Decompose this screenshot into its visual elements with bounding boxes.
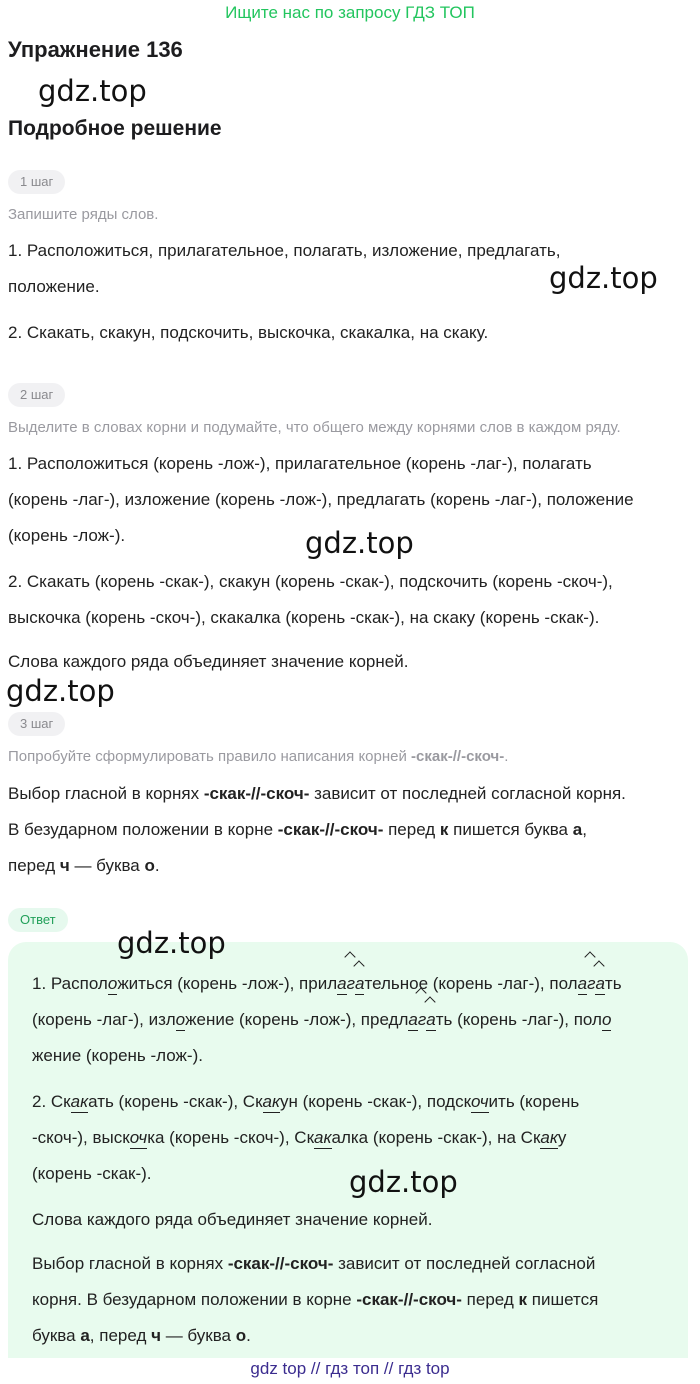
answer-badge: Ответ bbox=[8, 908, 68, 932]
section-title: Подробное решение bbox=[8, 117, 222, 140]
page-title: Упражнение 136 bbox=[8, 37, 183, 62]
step-badge-3: 3 шаг bbox=[8, 712, 65, 736]
answer-line-2: (корень -лаг-), изложение (корень -лож-), предлагать (корень -лаг-), поло bbox=[32, 1002, 662, 1038]
watermark: gdz.top bbox=[6, 674, 115, 708]
step-badge-1: 1 шаг bbox=[8, 170, 65, 194]
footer-watermark: gdz top // гдз топ // гдз top bbox=[250, 1359, 450, 1378]
answer-line-1: 1. Расположиться (корень -лож-), прилагательное (корень -лаг-), полагать bbox=[32, 966, 662, 1002]
answer-line-3: жение (корень -лож-). bbox=[32, 1046, 203, 1065]
search-hint-banner: Ищите нас по запросу ГДЗ ТОП bbox=[225, 3, 475, 22]
step3-line-1: Выбор гласной в корнях -скак-//-скоч- зависит от последней согласной корня. bbox=[8, 784, 626, 803]
watermark: gdz.top bbox=[305, 526, 414, 560]
watermark: gdz.top bbox=[349, 1165, 458, 1199]
watermark: gdz.top bbox=[549, 261, 658, 295]
answer-line-10: буква а, перед ч — буква о. bbox=[32, 1326, 251, 1345]
step2-line-5: выскочка (корень -скоч-), скакалка (корень -скак-), на скаку (корень -скак-). bbox=[8, 608, 600, 627]
answer-line-9: корня. В безударном положении в корне -скак-//-скоч- перед к пишется bbox=[32, 1290, 599, 1309]
step2-line-6: Слова каждого ряда объединяет значение корней. bbox=[8, 652, 409, 671]
answer-line-5: -скоч-), выскочка (корень -скоч-), Скакалка (корень -скак-), на Скаку bbox=[32, 1128, 567, 1147]
step3-line-2: В безударном положении в корне -скак-//-скоч- перед к пишется буква а, bbox=[8, 820, 587, 839]
step2-line-3: (корень -лож-). bbox=[8, 526, 126, 545]
watermark: gdz.top bbox=[117, 926, 226, 960]
watermark: gdz.top bbox=[38, 74, 147, 108]
step2-line-2: (корень -лаг-), изложение (корень -лож-), предлагать (корень -лаг-), положение bbox=[8, 490, 634, 509]
step-hint-2: Выделите в словах корни и подумайте, что общего между корнями слов в каждом ряду. bbox=[8, 419, 621, 436]
step1-line-3: 2. Скакать, скакун, подскочить, выскочка, скакалка, на скаку. bbox=[8, 323, 489, 342]
answer-line-8: Выбор гласной в корнях -скак-//-скоч- зависит от последней согласной bbox=[32, 1254, 596, 1273]
step1-line-2: положение. bbox=[8, 277, 100, 296]
answer-line-7: Слова каждого ряда объединяет значение корней. bbox=[32, 1210, 433, 1229]
answer-line-4: 2. Скакать (корень -скак-), Скакун (корень -скак-), подскочить (корень bbox=[32, 1092, 580, 1111]
step2-line-4: 2. Скакать (корень -скак-), скакун (корень -скак-), подскочить (корень -скоч-), bbox=[8, 572, 613, 591]
step-hint-1: Запишите ряды слов. bbox=[8, 206, 159, 223]
answer-line-6: (корень -скак-). bbox=[32, 1164, 152, 1183]
step-badge-2: 2 шаг bbox=[8, 383, 65, 407]
step1-line-1: 1. Расположиться, прилагательное, полагать, изложение, предлагать, bbox=[8, 241, 561, 260]
step2-line-1: 1. Расположиться (корень -лож-), прилагательное (корень -лаг-), полагать bbox=[8, 454, 592, 473]
step-hint-3: Попробуйте сформулировать правило написания корней -скак-//-скоч-. bbox=[8, 748, 509, 765]
step3-line-3: перед ч — буква о. bbox=[8, 856, 160, 875]
